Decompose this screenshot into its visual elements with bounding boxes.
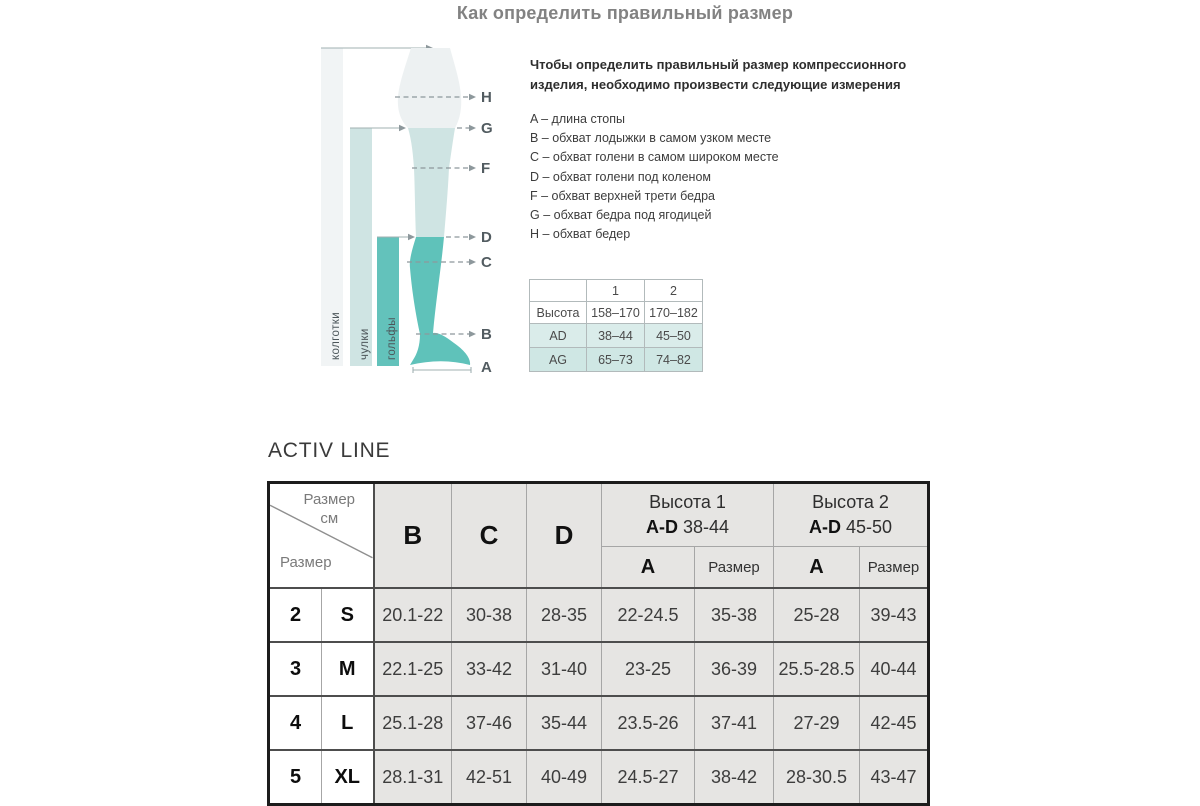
value-d: 28-35 [527, 588, 602, 642]
garment-label-stockings: чулки [359, 328, 371, 360]
ag-value: 74–82 [645, 348, 703, 372]
ag-row-label: AG [530, 348, 587, 372]
size-row-l [269, 696, 929, 750]
col-header-c: C [452, 483, 527, 589]
measurement-item-c: C – обхват голени в самом широком месте [530, 150, 779, 165]
height-value: 158–170 [587, 302, 645, 324]
value-h1-size: 37-41 [695, 696, 774, 750]
value-b: 28.1-31 [374, 750, 452, 805]
measurement-item-a: A – длина стопы [530, 112, 625, 126]
garment-label-tights: колготки [330, 311, 342, 360]
subheader-size-1: Размер [695, 547, 774, 589]
corner-cell [269, 483, 374, 589]
stockings-top-arrow [399, 125, 406, 131]
value-h1-a: 23-25 [602, 642, 695, 696]
height-value: 170–182 [645, 302, 703, 324]
ad-row-label: AD [530, 324, 587, 348]
value-h2-a: 27-29 [774, 696, 860, 750]
group-header-height-1: Высота 1 A-D 38-44 [602, 483, 774, 547]
size-row-xl [269, 750, 929, 805]
size-number: 4 [269, 696, 322, 750]
height-table-corner [530, 280, 587, 302]
size-letter: S [322, 588, 374, 642]
height-col-2: 2 [645, 280, 703, 302]
value-h1-a: 23.5-26 [602, 696, 695, 750]
marker-label-a: A [481, 359, 492, 376]
height-table [529, 279, 703, 372]
marker-label-c: C [481, 254, 492, 271]
garment-label-kneehighs: гольфы [386, 317, 398, 360]
corner-label-size: Размер [280, 554, 332, 571]
height-row [530, 302, 703, 324]
size-number: 3 [269, 642, 322, 696]
measure-arrow-b [469, 331, 476, 337]
measure-arrow-h [469, 94, 476, 100]
value-h1-size: 38-42 [695, 750, 774, 805]
measurement-item-d: D – обхват голени под коленом [530, 169, 712, 184]
ag-row [530, 348, 703, 372]
size-letter: L [322, 696, 374, 750]
size-chart-header-row-1 [269, 483, 929, 547]
size-number: 5 [269, 750, 322, 805]
measure-arrow-g [469, 125, 476, 131]
measure-arrow-f [469, 165, 476, 171]
size-row-m [269, 642, 929, 696]
value-h2-size: 42-45 [860, 696, 929, 750]
height-table-header-row [530, 280, 703, 302]
value-h2-a: 28-30.5 [774, 750, 860, 805]
value-h2-a: 25-28 [774, 588, 860, 642]
marker-label-g: G [481, 120, 493, 137]
value-b: 25.1-28 [374, 696, 452, 750]
ad-value: 38–44 [587, 324, 645, 348]
size-letter: M [322, 642, 374, 696]
measure-intro: Чтобы определить правильный размер компрессионного изделия, необходимо произвести следующие измерения [530, 57, 907, 93]
value-c: 37-46 [452, 696, 527, 750]
page-title: Как определить правильный размер [456, 3, 794, 23]
value-h2-size: 43-47 [860, 750, 929, 805]
marker-label-b: B [481, 326, 492, 343]
subheader-a-1: A [602, 547, 695, 589]
corner-label-cm: Размер см [303, 491, 356, 527]
measurement-list [530, 110, 779, 244]
value-c: 30-38 [452, 588, 527, 642]
measure-arrow-c [469, 259, 476, 265]
activ-line-heading: ACTIV LINE [268, 439, 391, 462]
marker-label-h: H [481, 89, 492, 106]
value-h1-size: 36-39 [695, 642, 774, 696]
measure-arrow-d [469, 234, 476, 240]
measurement-item-f: F – обхват верхней трети бедра [530, 188, 715, 203]
measurement-item-h: H – обхват бедер [530, 227, 631, 242]
height-col-1: 1 [587, 280, 645, 302]
value-b: 22.1-25 [374, 642, 452, 696]
value-d: 35-44 [527, 696, 602, 750]
subheader-size-2: Размер [860, 547, 929, 589]
marker-label-d: D [481, 229, 492, 246]
height-row-label: Высота [530, 302, 587, 324]
ad-row [530, 324, 703, 348]
size-row-s [269, 588, 929, 642]
value-b: 20.1-22 [374, 588, 452, 642]
kneehighs-top-arrow [408, 234, 415, 240]
value-h1-size: 35-38 [695, 588, 774, 642]
measurement-item-b: B – обхват лодыжки в самом узком месте [530, 131, 772, 146]
size-letter: XL [322, 750, 374, 805]
size-chart-table [267, 481, 930, 806]
col-header-b: B [374, 483, 452, 589]
subheader-a-2: A [774, 547, 860, 589]
group-header-height-2: Высота 2 A-D 45-50 [774, 483, 929, 547]
value-h1-a: 24.5-27 [602, 750, 695, 805]
leg-shape-lower [410, 237, 470, 365]
col-header-d: D [527, 483, 602, 589]
value-h2-size: 39-43 [860, 588, 929, 642]
ag-value: 65–73 [587, 348, 645, 372]
value-d: 40-49 [527, 750, 602, 805]
measurement-item-g: G – обхват бедра под ягодицей [530, 208, 712, 223]
ad-value: 45–50 [645, 324, 703, 348]
leg-shape-thigh [398, 48, 461, 128]
value-c: 42-51 [452, 750, 527, 805]
leg-shape-mid [408, 128, 455, 237]
value-c: 33-42 [452, 642, 527, 696]
marker-label-f: F [481, 160, 491, 177]
leg-measurement-diagram [313, 42, 513, 382]
value-h1-a: 22-24.5 [602, 588, 695, 642]
value-h2-size: 40-44 [860, 642, 929, 696]
value-h2-a: 25.5-28.5 [774, 642, 860, 696]
size-number: 2 [269, 588, 322, 642]
value-d: 31-40 [527, 642, 602, 696]
